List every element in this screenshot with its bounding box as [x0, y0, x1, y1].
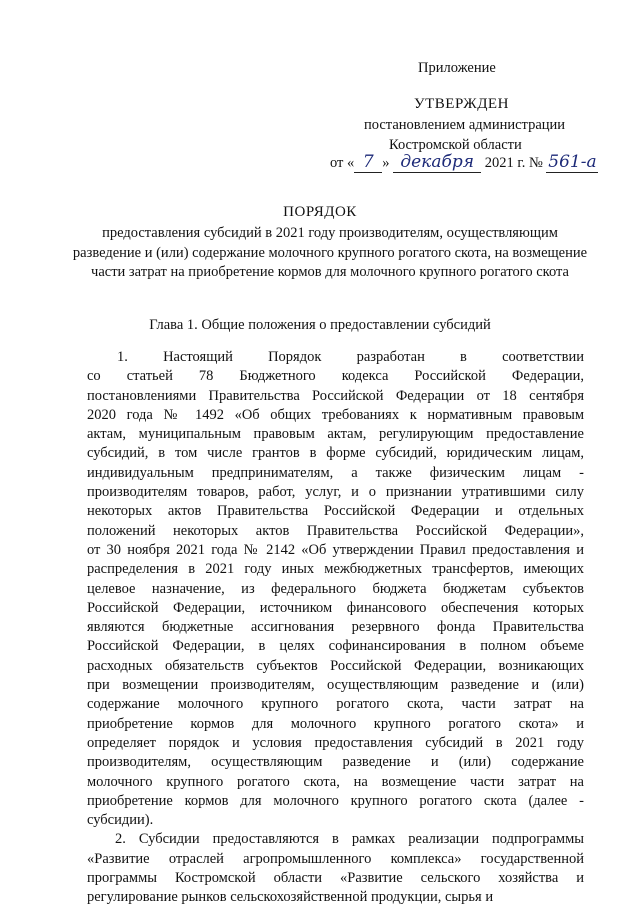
text-line: от 30 ноября 2021 года № 2142 «Об утверждении Правил предоставления и	[87, 541, 584, 558]
document-subtitle: предоставления субсидий в 2021 году производителям, осуществляющим разведение и (или) содержание молочного крупного рогатого скота, на возмещение части затрат на приобретение кормов для молочного крупного рогатого скота	[72, 225, 588, 280]
chapter-heading: Глава 1. Общие положения о предоставлении субсидий	[149, 317, 491, 333]
text-line: Российской Федерации, источником финансового обеспечения которых	[87, 599, 584, 616]
date-prefix: от «	[330, 155, 355, 171]
approved-by-line-1: постановлением администрации	[364, 117, 566, 133]
text-line: регулирование рынков сельскохозяйственной продукции, сырья и	[87, 889, 494, 906]
text-line: являются бюджетные ассигнования резервного фонда Правительства	[87, 619, 584, 636]
text-line: расходных обязательств субъектов Российской Федерации, возникающих	[87, 657, 584, 674]
handwritten-day: 7	[354, 152, 382, 173]
approved-label: УТВЕРЖДЕН	[414, 96, 509, 112]
text-line: распределения в 2021 году иных межбюджетных трансфертов, имеющих	[87, 561, 584, 578]
approval-date-line	[330, 152, 598, 182]
text-line: некоторых актов Правительства Российской Федерации и отдельных	[87, 503, 584, 520]
text-line: приобретение кормов для молочного крупного рогатого скота» и	[87, 715, 584, 732]
text-line: определяет порядок и условия предоставления субсидий в 2021 году	[87, 734, 584, 751]
text-line: программы Костромской области «Развитие сельского хозяйства и	[87, 870, 584, 887]
text-line: постановлениями Правительства Российской Федерации от 18 сентября	[87, 387, 584, 404]
text-line: субсидий, в том числе грантов в форме субсидий, юридическим лицам,	[87, 445, 584, 462]
text-line: актам, муниципальным правовым актам, регулирующим предоставление	[87, 426, 584, 443]
text-line: 2. Субсидии предоставляются в рамках реализации подпрограммы	[115, 831, 584, 848]
text-line: положений некоторых актов Правительства Российской Федерации»,	[87, 522, 584, 539]
handwritten-number: 561-а	[548, 152, 597, 172]
paragraph-2	[87, 830, 584, 907]
document-title: ПОРЯДОК	[283, 204, 357, 220]
text-line: целевое назначение, из федерального бюджета бюджетам субъектов	[87, 580, 584, 597]
text-line: производителям товаров, работ, услуг, и о признании утратившими силу	[87, 484, 584, 501]
text-line: приобретение кормов для молочного крупного рогатого скота (далее -	[87, 792, 584, 809]
text-line: 2020 года № 1492 «Об общих требованиях к нормативным правовым	[87, 406, 584, 423]
text-line: при возмещении производителям, осуществляющим разведение и (или)	[87, 677, 584, 694]
appendix-label: Приложение	[418, 60, 496, 76]
text-line: со статьей 78 Бюджетного кодекса Российской Федерации,	[87, 368, 584, 385]
text-line: индивидуальным предпринимателям, а также физическим лицам -	[87, 464, 584, 481]
text-line: субсидии).	[87, 812, 154, 829]
handwritten-month: декабря	[393, 152, 481, 173]
text-line: Российской Федерации, в целях софинансирования в полном объеме	[87, 638, 584, 655]
date-year: 2021 г. №	[484, 155, 543, 171]
document-body	[87, 348, 584, 908]
paragraph-1	[87, 348, 584, 830]
text-line: 1. Настоящий Порядок разработан в соответствии	[117, 349, 584, 365]
approved-by-line-2: Костромской области	[389, 137, 522, 153]
text-line: содержание молочного крупного рогатого скота, части затрат на	[87, 696, 584, 713]
text-line: производителям, осуществляющим разведение и (или) содержание	[87, 754, 584, 771]
text-line: «Развитие отраслей агропромышленного комплекса» государственной	[87, 850, 584, 867]
date-mid: »	[382, 155, 390, 171]
text-line: молочного крупного рогатого скота, на возмещение части затрат на	[87, 773, 584, 790]
